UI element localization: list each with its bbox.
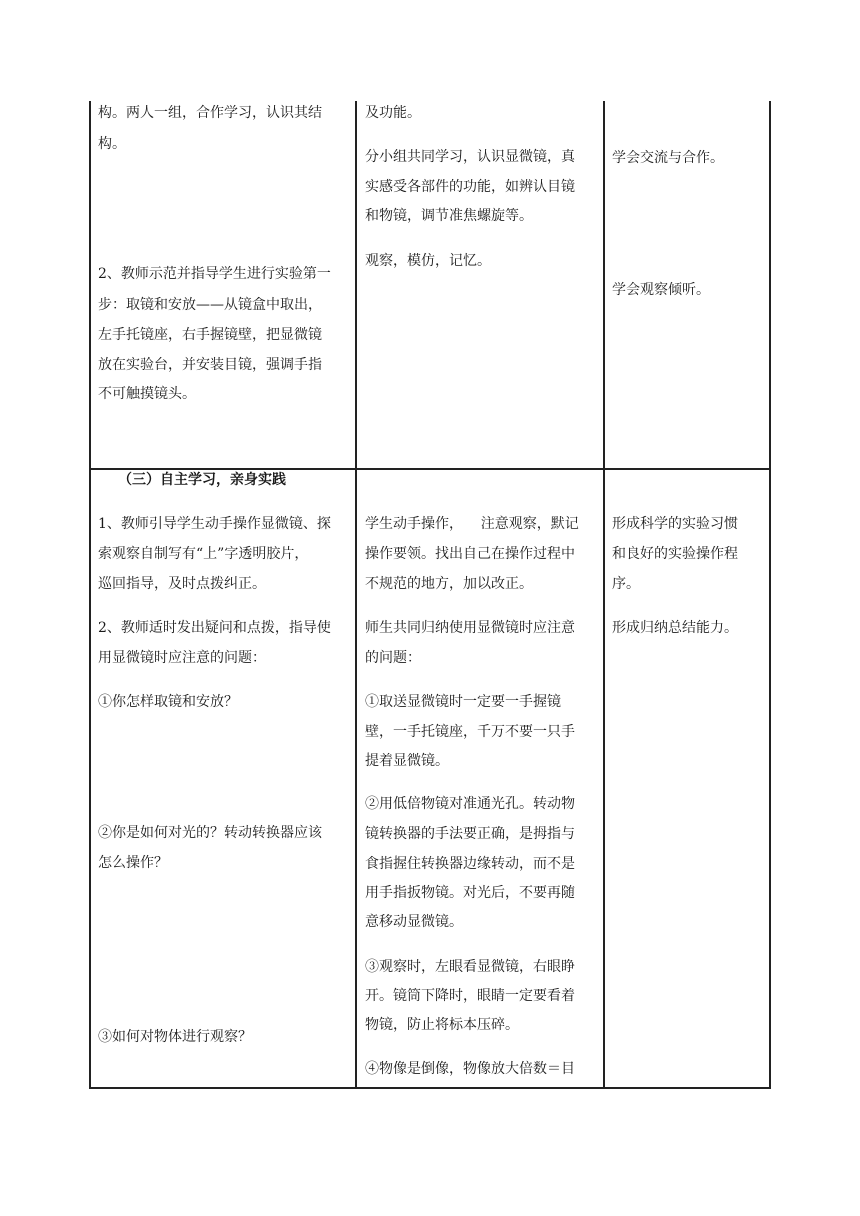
s1-col2b-line-2: 实感受各部件的功能，如辨认目镜 bbox=[365, 179, 575, 195]
table-border-bottom bbox=[89, 1087, 771, 1089]
s2-col2d-line-5: 意移动显微镜。 bbox=[365, 914, 463, 930]
table-border-col3 bbox=[603, 101, 605, 1089]
s2-col1b-line-1: 2、教师适时发出疑问和点拨，指导使 bbox=[98, 620, 331, 636]
s1-col2c-line-1: 观察，模仿，记忆。 bbox=[365, 253, 491, 269]
s2-col2d-line-4: 用手指扳物镜。对光后，不要再随 bbox=[365, 885, 575, 901]
s2-col1a-line-1: 1、教师引导学生动手操作显微镜、探 bbox=[98, 516, 331, 532]
table-border-col2 bbox=[355, 101, 357, 1089]
s2-col3a-line-2: 和良好的实验操作程 bbox=[612, 546, 738, 562]
s2-col1a-line-3: 巡回指导，及时点拨纠正。 bbox=[98, 576, 266, 592]
s1-col1b-line-2: 步：取镜和安放——从镜盒中取出， bbox=[98, 297, 322, 313]
s2-col2d-line-2: 镜转换器的手法要正确，是拇指与 bbox=[365, 826, 575, 842]
s2-col2d-line-1: ②用低倍物镜对准通光孔。转动物 bbox=[365, 796, 575, 812]
table-border-right bbox=[769, 101, 771, 1089]
s2-col1d-line-2: 怎么操作？ bbox=[98, 855, 168, 871]
s1-col1b-line-4: 放在实验台，并安装目镜，强调手指 bbox=[98, 357, 322, 373]
s2-col2a-line-2: 操作要领。找出自己在操作过程中 bbox=[365, 546, 575, 562]
s1-col1b-line-1: 2、教师示范并指导学生进行实验第一 bbox=[98, 266, 331, 282]
s1-col2b-line-1: 分小组共同学习，认识显微镜，真 bbox=[365, 149, 575, 165]
s1-col1b-line-3: 左手托镜座，右手握镜壁，把显微镜 bbox=[98, 327, 322, 343]
s2-col3a-line-3: 序。 bbox=[612, 576, 640, 592]
s1-col2b-line-3: 和物镜，调节准焦螺旋等。 bbox=[365, 208, 533, 224]
s2-col1e-line-1: ③如何对物体进行观察？ bbox=[98, 1029, 252, 1045]
s2-col2a-line-1: 学生动手操作， 注意观察，默记 bbox=[365, 516, 579, 532]
s1-col1-line-1: 构。两人一组，合作学习，认识其结 bbox=[98, 105, 322, 121]
s2-col3a-line-1: 形成科学的实验习惯 bbox=[612, 516, 738, 532]
s2-col1c-line-1: ①你怎样取镜和安放？ bbox=[98, 694, 238, 710]
s2-col2e-line-1: ③观察时，左眼看显微镜，右眼睁 bbox=[365, 959, 575, 975]
s2-col2b-line-2: 的问题： bbox=[365, 650, 421, 666]
s2-col2e-line-3: 物镜，防止将标本压碎。 bbox=[365, 1017, 519, 1033]
table-border-left bbox=[89, 101, 91, 1089]
s1-col3a-line-1: 学会交流与合作。 bbox=[612, 150, 724, 166]
s1-col1-line-2: 构。 bbox=[98, 136, 126, 152]
s2-col2a-line-3: 不规范的地方，加以改正。 bbox=[365, 576, 533, 592]
s2-col1d-line-1: ②你是如何对光的？转动转换器应该 bbox=[98, 825, 322, 841]
s1-col1b-line-5: 不可触摸镜头。 bbox=[98, 386, 196, 402]
s1-col3b-line-1: 学会观察倾听。 bbox=[612, 282, 710, 298]
s2-col1a-line-2: 索观察自制写有“上”字透明胶片， bbox=[98, 546, 309, 562]
s2-col2c-line-3: 提着显微镜。 bbox=[365, 753, 449, 769]
section-heading: （三）自主学习，亲身实践 bbox=[118, 472, 286, 488]
s2-col2f-line-1: ④物像是倒像，物像放大倍数＝目 bbox=[365, 1061, 575, 1077]
s2-col2c-line-2: 壁，一手托镜座，千万不要一只手 bbox=[365, 724, 575, 740]
s2-col1b-line-2: 用显微镜时应注意的问题： bbox=[98, 650, 266, 666]
s2-col2d-line-3: 食指握住转换器边缘转动，而不是 bbox=[365, 856, 575, 872]
s2-col3b-line-1: 形成归纳总结能力。 bbox=[612, 620, 738, 636]
s2-col2e-line-2: 开。镜筒下降时，眼睛一定要看着 bbox=[365, 988, 575, 1004]
s2-col2c-line-1: ①取送显微镜时一定要一手握镜 bbox=[365, 694, 561, 710]
s1-col2a-line-1: 及功能。 bbox=[365, 105, 421, 121]
s2-col2b-line-1: 师生共同归纳使用显微镜时应注意 bbox=[365, 620, 575, 636]
